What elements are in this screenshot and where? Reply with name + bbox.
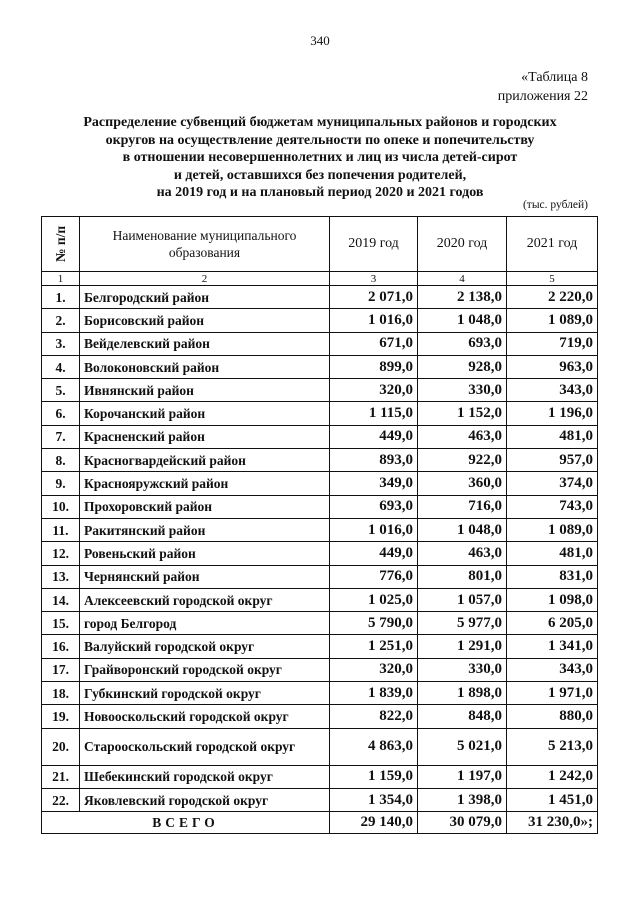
- total-row: [42, 812, 598, 834]
- row-value-2019: 776,0: [330, 565, 418, 588]
- row-name: Прохоровский район: [80, 495, 330, 518]
- row-value-2019: 1 016,0: [330, 518, 418, 541]
- row-value-2020: 330,0: [418, 658, 507, 681]
- row-number: 6.: [42, 402, 80, 425]
- row-value-2019: 1 839,0: [330, 682, 418, 705]
- row-name: Чернянский район: [80, 565, 330, 588]
- table-row: [42, 332, 598, 355]
- table-row: [42, 612, 598, 635]
- table-row: [42, 635, 598, 658]
- row-value-2021: 481,0: [507, 542, 598, 565]
- header-row: [42, 217, 598, 272]
- row-value-2020: 463,0: [418, 425, 507, 448]
- title-line: в отношении несовершеннолетних и лиц из числа детей-сирот: [122, 150, 518, 165]
- row-value-2019: 2 071,0: [330, 286, 418, 309]
- row-number: 11.: [42, 518, 80, 541]
- row-number: 20.: [42, 728, 80, 765]
- column-number: 4: [418, 272, 507, 286]
- row-name: Белгородский район: [80, 286, 330, 309]
- row-value-2020: 1 398,0: [418, 788, 507, 811]
- row-number: 13.: [42, 565, 80, 588]
- row-value-2020: 5 021,0: [418, 728, 507, 765]
- row-value-2020: 1 197,0: [418, 765, 507, 788]
- title-line: Распределение субвенций бюджетам муниципальных районов и городских: [83, 115, 557, 130]
- row-name: Красненский район: [80, 425, 330, 448]
- row-number: 18.: [42, 682, 80, 705]
- row-value-2019: 1 115,0: [330, 402, 418, 425]
- row-value-2021: 743,0: [507, 495, 598, 518]
- row-name: Яковлевский городской округ: [80, 788, 330, 811]
- row-number: 9.: [42, 472, 80, 495]
- row-name: Ровеньский район: [80, 542, 330, 565]
- title-line: и детей, оставшихся без попечения родителей,: [173, 167, 467, 183]
- row-name: Шебекинский городской округ: [80, 765, 330, 788]
- row-value-2019: 320,0: [330, 658, 418, 681]
- row-value-2021: 957,0: [507, 449, 598, 472]
- row-name: Волоконовский район: [80, 355, 330, 378]
- row-number: 1.: [42, 286, 80, 309]
- row-name: Вейделевский район: [80, 332, 330, 355]
- row-value-2019: 1 251,0: [330, 635, 418, 658]
- row-value-2021: 1 242,0: [507, 765, 598, 788]
- row-number: 4.: [42, 355, 80, 378]
- table-row: [42, 472, 598, 495]
- row-value-2019: 1 025,0: [330, 588, 418, 611]
- table-row: [42, 705, 598, 728]
- row-value-2019: 1 016,0: [330, 309, 418, 332]
- row-value-2021: 1 089,0: [507, 518, 598, 541]
- row-value-2021: 2 220,0: [507, 286, 598, 309]
- row-value-2019: 320,0: [330, 379, 418, 402]
- row-value-2019: 5 790,0: [330, 612, 418, 635]
- header-name: Наименование муниципального образования: [80, 217, 330, 272]
- row-value-2020: 801,0: [418, 565, 507, 588]
- row-value-2021: 963,0: [507, 355, 598, 378]
- row-value-2019: 4 863,0: [330, 728, 418, 765]
- total-label: ВСЕГО: [42, 812, 330, 834]
- row-number: 12.: [42, 542, 80, 565]
- row-value-2021: 1 196,0: [507, 402, 598, 425]
- row-number: 19.: [42, 705, 80, 728]
- row-value-2019: 899,0: [330, 355, 418, 378]
- unit-note: (тыс. рублей): [522, 199, 588, 211]
- row-value-2020: 922,0: [418, 449, 507, 472]
- row-number: 10.: [42, 495, 80, 518]
- row-value-2021: 343,0: [507, 658, 598, 681]
- table-row: [42, 379, 598, 402]
- table-row: [42, 286, 598, 309]
- row-value-2020: 1 291,0: [418, 635, 507, 658]
- row-value-2020: 716,0: [418, 495, 507, 518]
- row-name: Ракитянский район: [80, 518, 330, 541]
- subsidy-table: [41, 216, 598, 834]
- row-name: Грайворонский городской округ: [80, 658, 330, 681]
- row-number: 17.: [42, 658, 80, 681]
- row-value-2020: 848,0: [418, 705, 507, 728]
- row-value-2019: 822,0: [330, 705, 418, 728]
- row-value-2021: 831,0: [507, 565, 598, 588]
- row-value-2019: 693,0: [330, 495, 418, 518]
- total-2019: 29 140,0: [330, 812, 418, 834]
- row-name: Ивнянский район: [80, 379, 330, 402]
- row-name: Алексеевский городской округ: [80, 588, 330, 611]
- row-value-2020: 463,0: [418, 542, 507, 565]
- row-number: 22.: [42, 788, 80, 811]
- total-2021: 31 230,0»;: [507, 812, 598, 834]
- page-number: 340: [310, 33, 330, 48]
- row-name: Красногвардейский район: [80, 449, 330, 472]
- row-name: город Белгород: [80, 612, 330, 635]
- title-line: на 2019 год и на плановый период 2020 и 2021 годов: [156, 185, 484, 200]
- row-name: Краснояружский район: [80, 472, 330, 495]
- row-value-2020: 693,0: [418, 332, 507, 355]
- table-row: [42, 565, 598, 588]
- table-row: [42, 425, 598, 448]
- table-row: [42, 788, 598, 811]
- row-value-2021: 719,0: [507, 332, 598, 355]
- table-row: [42, 355, 598, 378]
- column-number: 5: [507, 272, 598, 286]
- table-row: [42, 588, 598, 611]
- row-value-2021: 343,0: [507, 379, 598, 402]
- title-line: округов на осуществление деятельности по опеке и попечительству: [105, 132, 535, 148]
- row-name: Валуйский городской округ: [80, 635, 330, 658]
- row-number: 3.: [42, 332, 80, 355]
- row-value-2021: 1 098,0: [507, 588, 598, 611]
- header-number: № п/п: [42, 217, 80, 272]
- row-value-2020: 1 152,0: [418, 402, 507, 425]
- table-row: [42, 542, 598, 565]
- header-2021: 2021 год: [507, 217, 598, 272]
- table-row: [42, 495, 598, 518]
- row-number: 15.: [42, 612, 80, 635]
- row-value-2020: 928,0: [418, 355, 507, 378]
- row-number: 16.: [42, 635, 80, 658]
- table-row: [42, 682, 598, 705]
- row-value-2019: 449,0: [330, 542, 418, 565]
- row-name: Новооскольский городской округ: [80, 705, 330, 728]
- table-row: [42, 728, 598, 765]
- column-number: 3: [330, 272, 418, 286]
- row-value-2020: 1 048,0: [418, 309, 507, 332]
- row-value-2019: 449,0: [330, 425, 418, 448]
- column-number: 1: [42, 272, 80, 286]
- row-value-2019: 671,0: [330, 332, 418, 355]
- row-number: 7.: [42, 425, 80, 448]
- row-value-2021: 481,0: [507, 425, 598, 448]
- row-number: 2.: [42, 309, 80, 332]
- row-number: 21.: [42, 765, 80, 788]
- table-row: [42, 449, 598, 472]
- row-name: Губкинский городской округ: [80, 682, 330, 705]
- row-value-2020: 330,0: [418, 379, 507, 402]
- row-value-2021: 1 341,0: [507, 635, 598, 658]
- document-title: [40, 114, 600, 202]
- table-row: [42, 518, 598, 541]
- closing-quote: »;: [580, 814, 593, 831]
- row-name: Борисовский район: [80, 309, 330, 332]
- row-value-2021: 6 205,0: [507, 612, 598, 635]
- row-value-2019: 1 159,0: [330, 765, 418, 788]
- row-value-2020: 1 057,0: [418, 588, 507, 611]
- row-value-2020: 360,0: [418, 472, 507, 495]
- row-name: Корочанский район: [80, 402, 330, 425]
- table-row: [42, 309, 598, 332]
- row-value-2019: 1 354,0: [330, 788, 418, 811]
- row-value-2020: 5 977,0: [418, 612, 507, 635]
- row-value-2021: 1 451,0: [507, 788, 598, 811]
- column-number-row: [42, 272, 598, 286]
- total-2020: 30 079,0: [418, 812, 507, 834]
- row-value-2021: 880,0: [507, 705, 598, 728]
- table-row: [42, 765, 598, 788]
- row-value-2021: 5 213,0: [507, 728, 598, 765]
- row-value-2020: 1 048,0: [418, 518, 507, 541]
- row-value-2021: 1 089,0: [507, 309, 598, 332]
- table-ref-line2: приложения 22: [497, 89, 588, 104]
- table-reference: [498, 68, 588, 106]
- row-value-2021: 374,0: [507, 472, 598, 495]
- row-value-2019: 349,0: [330, 472, 418, 495]
- row-value-2020: 1 898,0: [418, 682, 507, 705]
- table-row: [42, 402, 598, 425]
- header-2019: 2019 год: [330, 217, 418, 272]
- table-ref-line1: «Таблица 8: [521, 70, 588, 85]
- row-name: Старооскольский городской округ: [80, 728, 330, 765]
- table-row: [42, 658, 598, 681]
- row-value-2021: 1 971,0: [507, 682, 598, 705]
- header-2020: 2020 год: [418, 217, 507, 272]
- row-number: 14.: [42, 588, 80, 611]
- row-number: 5.: [42, 379, 80, 402]
- row-value-2020: 2 138,0: [418, 286, 507, 309]
- row-number: 8.: [42, 449, 80, 472]
- column-number: 2: [80, 272, 330, 286]
- row-value-2019: 893,0: [330, 449, 418, 472]
